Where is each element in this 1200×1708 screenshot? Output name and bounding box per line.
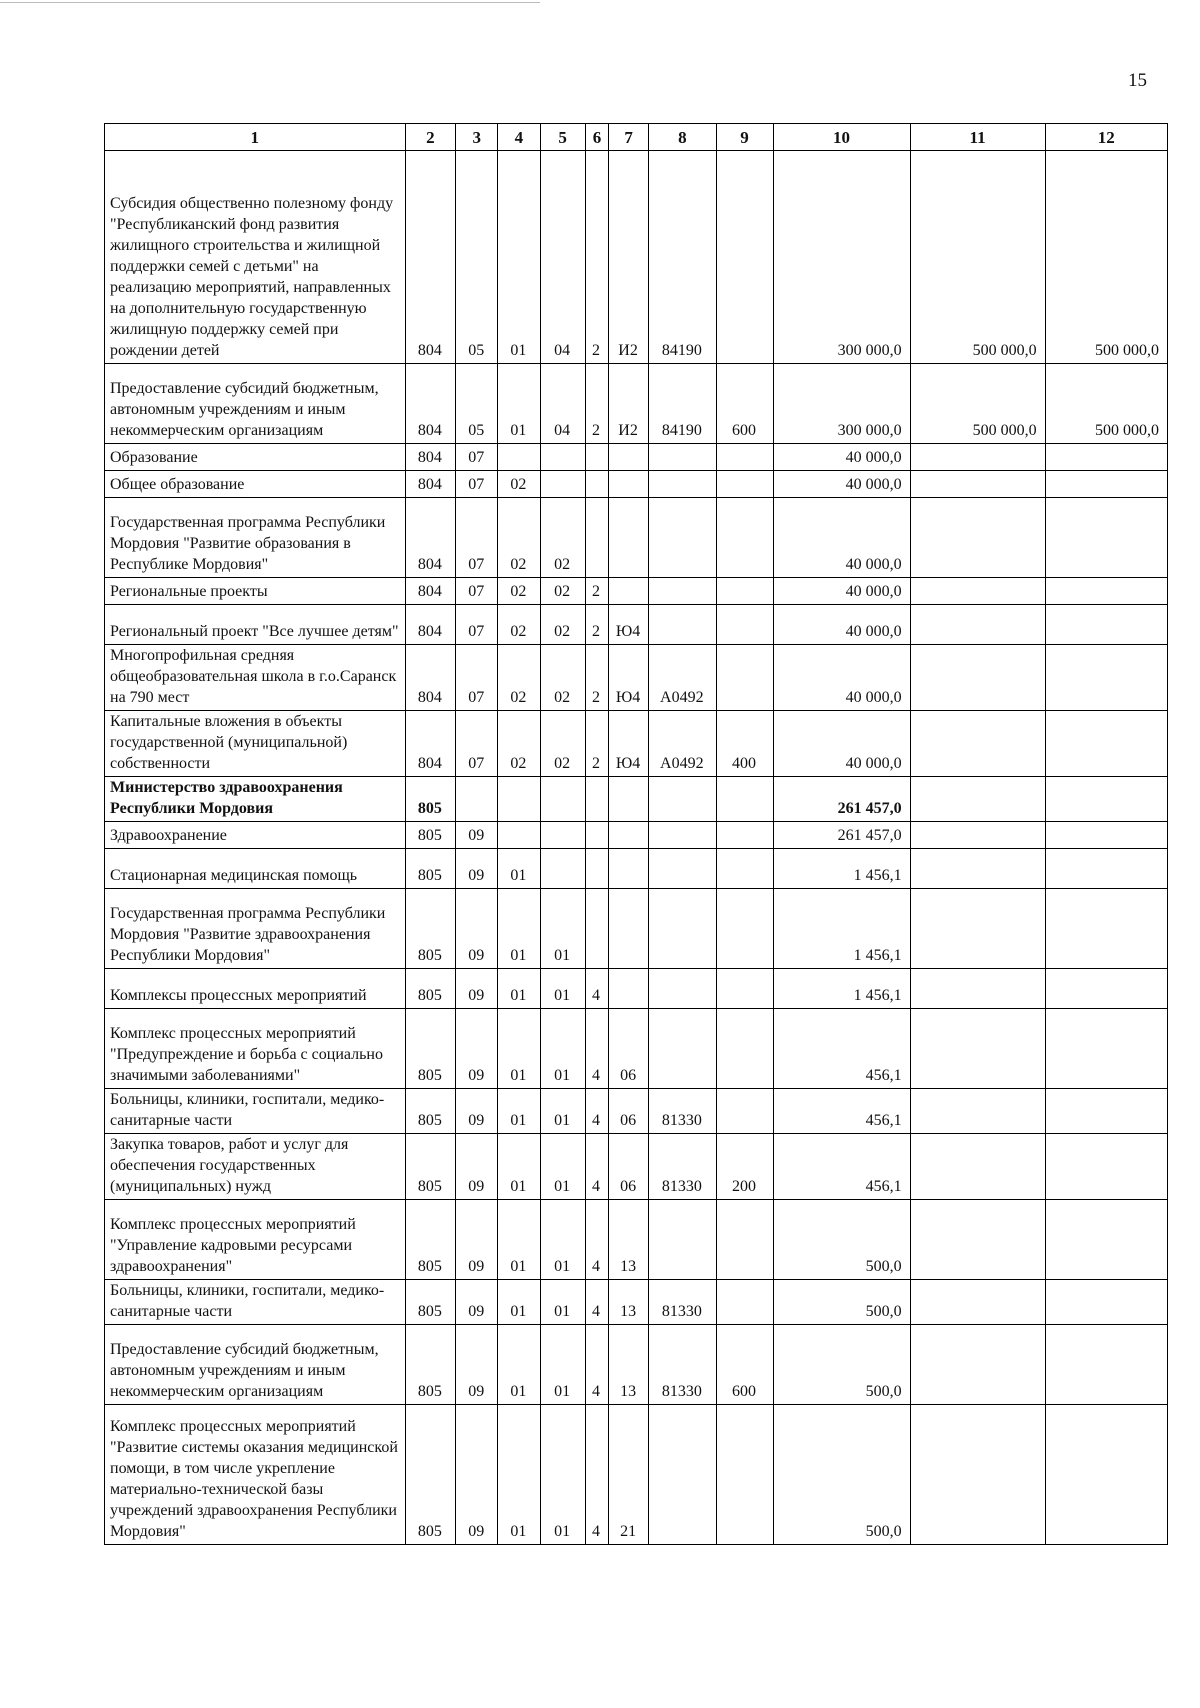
cell-col-3: 09 xyxy=(456,1134,498,1200)
cell-col-2: 805 xyxy=(405,1089,456,1134)
cell-col-6: 4 xyxy=(585,1009,608,1089)
cell-col-9 xyxy=(716,1009,773,1089)
cell-col-4: 02 xyxy=(498,711,540,777)
cell-col-5 xyxy=(540,849,585,889)
cell-col-3: 07 xyxy=(456,645,498,711)
cell-col-7: 06 xyxy=(609,1089,649,1134)
cell-col-12 xyxy=(1045,822,1167,849)
header-cell: 11 xyxy=(910,124,1045,151)
header-cell: 1 xyxy=(105,124,406,151)
row-name-cell: Министерство здравоохранения Республики Мордовия xyxy=(105,777,406,822)
table-row xyxy=(105,1134,1168,1200)
cell-col-5: 02 xyxy=(540,578,585,605)
cell-col-7: 13 xyxy=(609,1200,649,1280)
cell-col-11 xyxy=(910,849,1045,889)
cell-col-11 xyxy=(910,969,1045,1009)
cell-col-7 xyxy=(609,822,649,849)
cell-col-5: 04 xyxy=(540,151,585,364)
row-name-cell: Комплекс процессных мероприятий "Развитие системы оказания медицинской помощи, в том числе укрепление материально-технической базы учреждений здравоохранения Республики Мордовия" xyxy=(105,1405,406,1545)
cell-col-12: 500 000,0 xyxy=(1045,151,1167,364)
cell-col-2: 805 xyxy=(405,1280,456,1325)
table-row xyxy=(105,498,1168,578)
header-cell: 7 xyxy=(609,124,649,151)
row-name-cell: Больницы, клиники, госпитали, медико-санитарные части xyxy=(105,1089,406,1134)
cell-col-10: 40 000,0 xyxy=(773,498,910,578)
cell-col-6: 2 xyxy=(585,151,608,364)
table-row xyxy=(105,889,1168,969)
cell-col-7: И2 xyxy=(609,151,649,364)
cell-col-4 xyxy=(498,777,540,822)
cell-col-2: 805 xyxy=(405,777,456,822)
cell-col-5: 02 xyxy=(540,645,585,711)
cell-col-10: 300 000,0 xyxy=(773,151,910,364)
cell-col-7: 06 xyxy=(609,1009,649,1089)
cell-col-2: 804 xyxy=(405,578,456,605)
row-name-cell: Региональный проект "Все лучшее детям" xyxy=(105,605,406,645)
cell-col-3: 09 xyxy=(456,1089,498,1134)
cell-col-2: 804 xyxy=(405,364,456,444)
cell-col-11 xyxy=(910,711,1045,777)
cell-col-3: 09 xyxy=(456,849,498,889)
table-row xyxy=(105,471,1168,498)
cell-col-9 xyxy=(716,849,773,889)
cell-col-9 xyxy=(716,498,773,578)
cell-col-10: 1 456,1 xyxy=(773,889,910,969)
cell-col-7: 13 xyxy=(609,1280,649,1325)
cell-col-6 xyxy=(585,498,608,578)
header-cell: 5 xyxy=(540,124,585,151)
cell-col-4 xyxy=(498,822,540,849)
row-name-cell: Капитальные вложения в объекты государственной (муниципальной) собственности xyxy=(105,711,406,777)
cell-col-9: 400 xyxy=(716,711,773,777)
cell-col-11 xyxy=(910,1200,1045,1280)
cell-col-4: 01 xyxy=(498,1200,540,1280)
cell-col-8: 81330 xyxy=(649,1134,716,1200)
cell-col-2: 804 xyxy=(405,498,456,578)
cell-col-4: 01 xyxy=(498,1089,540,1134)
cell-col-10: 500,0 xyxy=(773,1405,910,1545)
cell-col-5: 01 xyxy=(540,1405,585,1545)
cell-col-3: 07 xyxy=(456,471,498,498)
table-row xyxy=(105,364,1168,444)
cell-col-12 xyxy=(1045,969,1167,1009)
cell-col-5: 01 xyxy=(540,889,585,969)
cell-col-2: 805 xyxy=(405,969,456,1009)
budget-table xyxy=(104,123,1168,1545)
cell-col-7 xyxy=(609,969,649,1009)
cell-col-8 xyxy=(649,578,716,605)
cell-col-2: 805 xyxy=(405,1200,456,1280)
header-cell: 3 xyxy=(456,124,498,151)
cell-col-6: 2 xyxy=(585,605,608,645)
cell-col-4: 01 xyxy=(498,151,540,364)
cell-col-7: 06 xyxy=(609,1134,649,1200)
table-row xyxy=(105,711,1168,777)
cell-col-10: 261 457,0 xyxy=(773,822,910,849)
cell-col-8: 81330 xyxy=(649,1325,716,1405)
cell-col-5: 01 xyxy=(540,1009,585,1089)
row-name-cell: Больницы, клиники, госпитали, медико-санитарные части xyxy=(105,1280,406,1325)
cell-col-4: 01 xyxy=(498,1280,540,1325)
cell-col-12 xyxy=(1045,1134,1167,1200)
table-header-row xyxy=(105,124,1168,151)
cell-col-2: 804 xyxy=(405,711,456,777)
cell-col-12 xyxy=(1045,1325,1167,1405)
cell-col-4: 02 xyxy=(498,645,540,711)
table-row xyxy=(105,969,1168,1009)
cell-col-9: 200 xyxy=(716,1134,773,1200)
budget-table-container xyxy=(104,123,1168,1545)
cell-col-11 xyxy=(910,1089,1045,1134)
cell-col-7: Ю4 xyxy=(609,645,649,711)
cell-col-3: 09 xyxy=(456,1405,498,1545)
cell-col-7 xyxy=(609,889,649,969)
cell-col-2: 804 xyxy=(405,444,456,471)
cell-col-3: 05 xyxy=(456,364,498,444)
header-cell: 2 xyxy=(405,124,456,151)
table-row xyxy=(105,1405,1168,1545)
row-name-cell: Региональные проекты xyxy=(105,578,406,605)
cell-col-6: 2 xyxy=(585,645,608,711)
page-number: 15 xyxy=(1128,70,1147,91)
cell-col-12 xyxy=(1045,1089,1167,1134)
cell-col-2: 804 xyxy=(405,605,456,645)
cell-col-2: 804 xyxy=(405,151,456,364)
cell-col-6: 4 xyxy=(585,1089,608,1134)
cell-col-9 xyxy=(716,969,773,1009)
cell-col-9 xyxy=(716,605,773,645)
row-name-cell: Комплексы процессных мероприятий xyxy=(105,969,406,1009)
cell-col-9: 600 xyxy=(716,1325,773,1405)
cell-col-6: 4 xyxy=(585,969,608,1009)
cell-col-10: 500,0 xyxy=(773,1280,910,1325)
cell-col-4: 01 xyxy=(498,1134,540,1200)
row-name-cell: Государственная программа Республики Мордовия "Развитие образования в Республике Мордовия" xyxy=(105,498,406,578)
cell-col-3: 09 xyxy=(456,1325,498,1405)
cell-col-4: 01 xyxy=(498,1009,540,1089)
cell-col-2: 805 xyxy=(405,1405,456,1545)
header-cell: 12 xyxy=(1045,124,1167,151)
cell-col-10: 40 000,0 xyxy=(773,605,910,645)
cell-col-11 xyxy=(910,777,1045,822)
row-name-cell: Комплекс процессных мероприятий "Предупреждение и борьба с социально значимыми заболеваниями" xyxy=(105,1009,406,1089)
cell-col-8 xyxy=(649,471,716,498)
cell-col-12 xyxy=(1045,1200,1167,1280)
cell-col-12 xyxy=(1045,1009,1167,1089)
cell-col-5 xyxy=(540,777,585,822)
cell-col-8 xyxy=(649,498,716,578)
table-row xyxy=(105,777,1168,822)
cell-col-2: 805 xyxy=(405,822,456,849)
cell-col-10: 456,1 xyxy=(773,1134,910,1200)
cell-col-7: Ю4 xyxy=(609,711,649,777)
cell-col-8 xyxy=(649,444,716,471)
cell-col-6: 2 xyxy=(585,711,608,777)
header-cell: 6 xyxy=(585,124,608,151)
cell-col-11 xyxy=(910,444,1045,471)
cell-col-5 xyxy=(540,444,585,471)
cell-col-4: 01 xyxy=(498,849,540,889)
cell-col-4: 02 xyxy=(498,498,540,578)
cell-col-3: 07 xyxy=(456,444,498,471)
row-name-cell: Образование xyxy=(105,444,406,471)
table-row xyxy=(105,849,1168,889)
cell-col-5: 04 xyxy=(540,364,585,444)
header-cell: 9 xyxy=(716,124,773,151)
cell-col-6: 4 xyxy=(585,1280,608,1325)
cell-col-11 xyxy=(910,471,1045,498)
cell-col-4: 01 xyxy=(498,1325,540,1405)
row-name-cell: Общее образование xyxy=(105,471,406,498)
cell-col-8: А0492 xyxy=(649,711,716,777)
cell-col-12 xyxy=(1045,711,1167,777)
cell-col-12 xyxy=(1045,849,1167,889)
cell-col-8 xyxy=(649,1009,716,1089)
cell-col-6 xyxy=(585,889,608,969)
cell-col-3: 09 xyxy=(456,1280,498,1325)
cell-col-9 xyxy=(716,444,773,471)
cell-col-8 xyxy=(649,777,716,822)
cell-col-12 xyxy=(1045,605,1167,645)
cell-col-6 xyxy=(585,471,608,498)
cell-col-5 xyxy=(540,471,585,498)
cell-col-3: 07 xyxy=(456,711,498,777)
cell-col-6 xyxy=(585,822,608,849)
cell-col-8 xyxy=(649,1405,716,1545)
cell-col-3 xyxy=(456,777,498,822)
row-name-cell: Предоставление субсидий бюджетным, автономным учреждениям и иным некоммерческим организациям xyxy=(105,1325,406,1405)
cell-col-10: 500,0 xyxy=(773,1325,910,1405)
table-row xyxy=(105,578,1168,605)
cell-col-6 xyxy=(585,849,608,889)
cell-col-8 xyxy=(649,889,716,969)
row-name-cell: Государственная программа Республики Мордовия "Развитие здравоохранения Республики Мордовия" xyxy=(105,889,406,969)
cell-col-4: 01 xyxy=(498,969,540,1009)
cell-col-2: 805 xyxy=(405,1134,456,1200)
cell-col-5: 01 xyxy=(540,1200,585,1280)
cell-col-7 xyxy=(609,849,649,889)
scan-edge-line xyxy=(0,2,540,3)
cell-col-9 xyxy=(716,889,773,969)
cell-col-5: 01 xyxy=(540,1325,585,1405)
cell-col-6 xyxy=(585,444,608,471)
cell-col-10: 40 000,0 xyxy=(773,444,910,471)
cell-col-8: 81330 xyxy=(649,1089,716,1134)
cell-col-11 xyxy=(910,605,1045,645)
cell-col-6: 2 xyxy=(585,578,608,605)
cell-col-11 xyxy=(910,1405,1045,1545)
cell-col-10: 40 000,0 xyxy=(773,711,910,777)
table-row xyxy=(105,1089,1168,1134)
cell-col-12 xyxy=(1045,777,1167,822)
cell-col-5: 02 xyxy=(540,605,585,645)
cell-col-11 xyxy=(910,1325,1045,1405)
cell-col-10: 40 000,0 xyxy=(773,578,910,605)
cell-col-4: 02 xyxy=(498,471,540,498)
cell-col-3: 09 xyxy=(456,969,498,1009)
table-row xyxy=(105,1280,1168,1325)
cell-col-6: 4 xyxy=(585,1405,608,1545)
cell-col-9 xyxy=(716,151,773,364)
cell-col-9 xyxy=(716,822,773,849)
cell-col-7 xyxy=(609,471,649,498)
cell-col-11 xyxy=(910,1009,1045,1089)
row-name-cell: Многопрофильная средняя общеобразовательная школа в г.о.Саранск на 790 мест xyxy=(105,645,406,711)
cell-col-5: 01 xyxy=(540,1089,585,1134)
cell-col-5 xyxy=(540,822,585,849)
header-cell: 10 xyxy=(773,124,910,151)
table-row xyxy=(105,151,1168,364)
cell-col-4 xyxy=(498,444,540,471)
cell-col-7: 13 xyxy=(609,1325,649,1405)
header-cell: 4 xyxy=(498,124,540,151)
cell-col-3: 05 xyxy=(456,151,498,364)
cell-col-3: 09 xyxy=(456,822,498,849)
cell-col-4: 02 xyxy=(498,605,540,645)
cell-col-2: 804 xyxy=(405,471,456,498)
row-name-cell: Здравоохранение xyxy=(105,822,406,849)
cell-col-2: 805 xyxy=(405,849,456,889)
cell-col-11 xyxy=(910,1134,1045,1200)
cell-col-7 xyxy=(609,578,649,605)
cell-col-9 xyxy=(716,1089,773,1134)
cell-col-5: 01 xyxy=(540,1134,585,1200)
cell-col-10: 300 000,0 xyxy=(773,364,910,444)
cell-col-9 xyxy=(716,1405,773,1545)
table-row xyxy=(105,1325,1168,1405)
cell-col-6: 2 xyxy=(585,364,608,444)
cell-col-8: 84190 xyxy=(649,151,716,364)
cell-col-9 xyxy=(716,777,773,822)
cell-col-6: 4 xyxy=(585,1134,608,1200)
cell-col-11 xyxy=(910,889,1045,969)
cell-col-11 xyxy=(910,578,1045,605)
cell-col-10: 40 000,0 xyxy=(773,471,910,498)
cell-col-3: 09 xyxy=(456,889,498,969)
cell-col-11: 500 000,0 xyxy=(910,364,1045,444)
cell-col-2: 805 xyxy=(405,889,456,969)
cell-col-9 xyxy=(716,645,773,711)
cell-col-8 xyxy=(649,822,716,849)
row-name-cell: Стационарная медицинская помощь xyxy=(105,849,406,889)
cell-col-7: И2 xyxy=(609,364,649,444)
cell-col-10: 456,1 xyxy=(773,1089,910,1134)
cell-col-5: 01 xyxy=(540,969,585,1009)
cell-col-11: 500 000,0 xyxy=(910,151,1045,364)
cell-col-3: 09 xyxy=(456,1009,498,1089)
cell-col-8: 81330 xyxy=(649,1280,716,1325)
cell-col-7 xyxy=(609,777,649,822)
cell-col-4: 01 xyxy=(498,364,540,444)
cell-col-8 xyxy=(649,605,716,645)
cell-col-10: 40 000,0 xyxy=(773,645,910,711)
table-row xyxy=(105,645,1168,711)
table-row xyxy=(105,822,1168,849)
cell-col-12 xyxy=(1045,1280,1167,1325)
table-row xyxy=(105,1200,1168,1280)
cell-col-6 xyxy=(585,777,608,822)
cell-col-9 xyxy=(716,1200,773,1280)
cell-col-8 xyxy=(649,1200,716,1280)
cell-col-7: Ю4 xyxy=(609,605,649,645)
cell-col-9 xyxy=(716,578,773,605)
cell-col-11 xyxy=(910,498,1045,578)
row-name-cell: Предоставление субсидий бюджетным, автономным учреждениям и иным некоммерческим организациям xyxy=(105,364,406,444)
cell-col-7 xyxy=(609,498,649,578)
cell-col-3: 09 xyxy=(456,1200,498,1280)
cell-col-10: 1 456,1 xyxy=(773,969,910,1009)
cell-col-5: 02 xyxy=(540,711,585,777)
cell-col-12: 500 000,0 xyxy=(1045,364,1167,444)
cell-col-8: А0492 xyxy=(649,645,716,711)
cell-col-9: 600 xyxy=(716,364,773,444)
cell-col-12 xyxy=(1045,889,1167,969)
cell-col-8 xyxy=(649,849,716,889)
cell-col-11 xyxy=(910,1280,1045,1325)
cell-col-6: 4 xyxy=(585,1325,608,1405)
cell-col-12 xyxy=(1045,471,1167,498)
cell-col-8 xyxy=(649,969,716,1009)
table-row xyxy=(105,605,1168,645)
cell-col-9 xyxy=(716,471,773,498)
cell-col-5: 02 xyxy=(540,498,585,578)
row-name-cell: Комплекс процессных мероприятий "Управление кадровыми ресурсами здравоохранения" xyxy=(105,1200,406,1280)
cell-col-10: 500,0 xyxy=(773,1200,910,1280)
cell-col-12 xyxy=(1045,444,1167,471)
cell-col-12 xyxy=(1045,578,1167,605)
cell-col-10: 261 457,0 xyxy=(773,777,910,822)
cell-col-4: 01 xyxy=(498,889,540,969)
cell-col-11 xyxy=(910,822,1045,849)
cell-col-3: 07 xyxy=(456,605,498,645)
cell-col-10: 1 456,1 xyxy=(773,849,910,889)
row-name-cell: Субсидия общественно полезному фонду "Республиканский фонд развития жилищного строительства и жилищной поддержки семей с детьми" на реализацию мероприятий, направленных на дополнительную государственную жилищную поддержку семей при рождении детей xyxy=(105,151,406,364)
row-name-cell: Закупка товаров, работ и услуг для обеспечения государственных (муниципальных) нужд xyxy=(105,1134,406,1200)
cell-col-12 xyxy=(1045,1405,1167,1545)
header-cell: 8 xyxy=(649,124,716,151)
cell-col-5: 01 xyxy=(540,1280,585,1325)
cell-col-11 xyxy=(910,645,1045,711)
cell-col-4: 02 xyxy=(498,578,540,605)
cell-col-7: 21 xyxy=(609,1405,649,1545)
cell-col-12 xyxy=(1045,645,1167,711)
table-row xyxy=(105,1009,1168,1089)
cell-col-10: 456,1 xyxy=(773,1009,910,1089)
cell-col-12 xyxy=(1045,498,1167,578)
cell-col-7 xyxy=(609,444,649,471)
table-row xyxy=(105,444,1168,471)
cell-col-2: 805 xyxy=(405,1009,456,1089)
cell-col-8: 84190 xyxy=(649,364,716,444)
cell-col-4: 01 xyxy=(498,1405,540,1545)
cell-col-2: 805 xyxy=(405,1325,456,1405)
cell-col-3: 07 xyxy=(456,498,498,578)
cell-col-6: 4 xyxy=(585,1200,608,1280)
cell-col-3: 07 xyxy=(456,578,498,605)
cell-col-2: 804 xyxy=(405,645,456,711)
cell-col-9 xyxy=(716,1280,773,1325)
